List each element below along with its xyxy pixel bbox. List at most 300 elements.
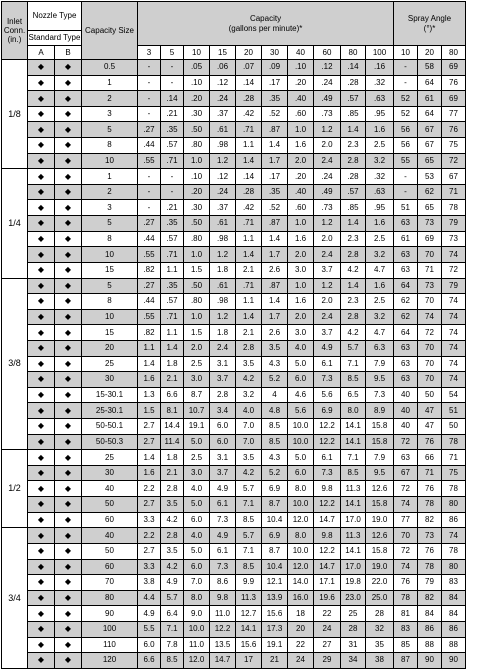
flow-cell: 3.8: [138, 575, 161, 591]
flow-cell: 1.4: [236, 309, 262, 325]
flow-cell: 4.0: [236, 403, 262, 419]
flow-cell: 7.1: [341, 450, 366, 466]
angle-cell: 64: [394, 325, 418, 341]
flow-cell: .87: [262, 216, 288, 232]
flow-cell: 2.5: [184, 450, 210, 466]
nozzle-type-header: Nozzle Type: [28, 2, 82, 31]
flow-cell: 15.6: [262, 606, 288, 622]
flow-cell: -: [138, 169, 161, 185]
table-row: [2, 75, 466, 91]
type-a-diamond-icon: ◆: [28, 637, 55, 653]
type-b-diamond-icon: ◆: [55, 216, 82, 232]
angle-cell: 56: [394, 122, 418, 138]
flow-cell: 1.2: [210, 247, 236, 263]
flow-cell: 6.0: [138, 637, 161, 653]
flow-cell: 6.1: [314, 450, 341, 466]
flow-cell: 17.1: [314, 575, 341, 591]
flow-cell: .95: [366, 200, 394, 216]
flow-cell: .17: [262, 75, 288, 91]
flow-cell: 1.0: [184, 247, 210, 263]
type-a-diamond-icon: ◆: [28, 372, 55, 388]
flow-cell: 19.0: [366, 512, 394, 528]
flow-cell: .73: [314, 106, 341, 122]
table-row: [2, 278, 466, 294]
type-b-diamond-icon: ◆: [55, 497, 82, 513]
table-row: [2, 138, 466, 154]
flow-cell: 19.1: [184, 419, 210, 435]
flow-cell: 17.0: [341, 512, 366, 528]
flow-cell: 1.6: [288, 294, 314, 310]
flow-cell: 1.1: [236, 231, 262, 247]
angle-cell: 87: [394, 653, 418, 669]
table-row: [2, 60, 466, 76]
flow-col-header: 5: [161, 46, 184, 60]
flow-cell: 4.2: [161, 512, 184, 528]
flow-cell: .24: [314, 75, 341, 91]
flow-cell: .71: [236, 278, 262, 294]
angle-cell: 74: [442, 309, 466, 325]
flow-cell: .40: [288, 184, 314, 200]
flow-cell: .14: [161, 91, 184, 107]
angle-cell: 63: [394, 450, 418, 466]
type-a-diamond-icon: ◆: [28, 403, 55, 419]
flow-cell: 19.1: [262, 637, 288, 653]
flow-cell: -: [138, 106, 161, 122]
flow-cell: .20: [184, 91, 210, 107]
flow-cell: .35: [262, 91, 288, 107]
flow-cell: 1.0: [184, 153, 210, 169]
flow-cell: 8.7: [262, 497, 288, 513]
angle-cell: 56: [394, 138, 418, 154]
angle-cell: 83: [394, 621, 418, 637]
flow-cell: 11.3: [236, 590, 262, 606]
flow-cell: 4.0: [184, 481, 210, 497]
angle-cell: 88: [442, 637, 466, 653]
flow-cell: .21: [161, 106, 184, 122]
type-a-diamond-icon: ◆: [28, 106, 55, 122]
angle-cell: 72: [418, 325, 442, 341]
type-a-diamond-icon: ◆: [28, 309, 55, 325]
flow-cell: .30: [184, 200, 210, 216]
inlet-group-label: 1/2: [2, 450, 28, 528]
flow-cell: 5.7: [236, 481, 262, 497]
angle-cell: 78: [442, 200, 466, 216]
flow-cell: 8.5: [236, 559, 262, 575]
flow-cell: .50: [184, 216, 210, 232]
flow-cell: 2.4: [210, 340, 236, 356]
angle-cell: 75: [442, 138, 466, 154]
flow-cell: 28: [341, 621, 366, 637]
flow-cell: .14: [236, 169, 262, 185]
capacity-size-cell: 25: [82, 450, 138, 466]
flow-cell: 4.0: [288, 340, 314, 356]
flow-cell: 3.5: [236, 450, 262, 466]
flow-cell: 1.4: [341, 278, 366, 294]
flow-cell: 7.9: [366, 450, 394, 466]
type-a-diamond-icon: ◆: [28, 481, 55, 497]
type-a-diamond-icon: ◆: [28, 419, 55, 435]
angle-cell: 72: [394, 481, 418, 497]
flow-cell: .28: [341, 169, 366, 185]
type-b-diamond-icon: ◆: [55, 621, 82, 637]
angle-cell: 72: [394, 543, 418, 559]
capacity-size-cell: 50: [82, 543, 138, 559]
flow-cell: 12.0: [288, 512, 314, 528]
type-b-diamond-icon: ◆: [55, 75, 82, 91]
flow-cell: -: [138, 200, 161, 216]
capacity-size-cell: 50: [82, 497, 138, 513]
capacity-size-cell: 8: [82, 294, 138, 310]
flow-cell: 4.9: [210, 528, 236, 544]
angle-cell: 51: [442, 403, 466, 419]
flow-cell: 9.5: [366, 372, 394, 388]
type-b-diamond-icon: ◆: [55, 169, 82, 185]
angle-cell: 67: [394, 465, 418, 481]
flow-cell: 1.1: [138, 340, 161, 356]
flow-cell: 10.0: [288, 543, 314, 559]
type-b-diamond-icon: ◆: [55, 590, 82, 606]
flow-cell: .05: [184, 60, 210, 76]
flow-cell: -: [138, 60, 161, 76]
flow-cell: 4.2: [341, 262, 366, 278]
type-b-diamond-icon: ◆: [55, 231, 82, 247]
flow-cell: .82: [138, 325, 161, 341]
flow-cell: .49: [314, 184, 341, 200]
type-b-diamond-icon: ◆: [55, 450, 82, 466]
flow-cell: 1.4: [341, 122, 366, 138]
capacity-table: [1, 1, 466, 669]
angle-cell: 70: [418, 356, 442, 372]
flow-cell: .14: [236, 75, 262, 91]
flow-cell: .44: [138, 231, 161, 247]
flow-cell: .73: [314, 200, 341, 216]
angle-cell: 72: [442, 262, 466, 278]
flow-cell: 20: [288, 621, 314, 637]
type-b-diamond-icon: ◆: [55, 309, 82, 325]
flow-cell: .71: [161, 153, 184, 169]
flow-cell: 3.2: [366, 247, 394, 263]
flow-cell: 2.7: [138, 434, 161, 450]
flow-cell: .17: [262, 169, 288, 185]
flow-cell: 2.4: [314, 247, 341, 263]
inlet-header: Inlet Conn. (in.): [2, 2, 28, 60]
flow-cell: 6.1: [314, 356, 341, 372]
flow-cell: 2.6: [262, 262, 288, 278]
angle-cell: 63: [394, 262, 418, 278]
flow-cell: 6.0: [210, 419, 236, 435]
flow-cell: .44: [138, 294, 161, 310]
table-row: [2, 637, 466, 653]
flow-cell: 1.1: [236, 138, 262, 154]
type-b-diamond-icon: ◆: [55, 419, 82, 435]
type-a-diamond-icon: ◆: [28, 262, 55, 278]
flow-cell: 5.6: [314, 387, 341, 403]
flow-cell: .10: [288, 60, 314, 76]
flow-cell: 1.2: [314, 278, 341, 294]
flow-cell: 1.4: [161, 340, 184, 356]
flow-cell: 4.9: [210, 481, 236, 497]
angle-cell: -: [394, 169, 418, 185]
flow-cell: -: [161, 75, 184, 91]
table-row: [2, 419, 466, 435]
flow-cell: 6.0: [184, 559, 210, 575]
type-b-diamond-icon: ◆: [55, 247, 82, 263]
type-a-diamond-icon: ◆: [28, 169, 55, 185]
flow-cell: 1.4: [341, 216, 366, 232]
flow-cell: .35: [161, 278, 184, 294]
flow-cell: .20: [288, 75, 314, 91]
type-b-diamond-icon: ◆: [55, 200, 82, 216]
table-row: [2, 450, 466, 466]
flow-cell: 7.0: [236, 434, 262, 450]
flow-cell: -: [138, 75, 161, 91]
type-b-diamond-icon: ◆: [55, 262, 82, 278]
flow-col-header: 40: [288, 46, 314, 60]
capacity-size-cell: 3: [82, 200, 138, 216]
table-row: [2, 247, 466, 263]
flow-cell: 14.7: [314, 559, 341, 575]
angle-cell: 53: [418, 169, 442, 185]
flow-cell: 14.0: [288, 575, 314, 591]
flow-cell: .24: [314, 169, 341, 185]
type-b-diamond-icon: ◆: [55, 559, 82, 575]
flow-cell: 8.1: [161, 403, 184, 419]
capacity-size-cell: 50-50.1: [82, 419, 138, 435]
flow-cell: 2.4: [314, 309, 341, 325]
flow-cell: 8.7: [184, 387, 210, 403]
flow-cell: 1.6: [366, 122, 394, 138]
flow-cell: 2.0: [314, 231, 341, 247]
flow-cell: 4.2: [236, 372, 262, 388]
angle-cell: 72: [442, 153, 466, 169]
flow-cell: 14.1: [341, 497, 366, 513]
capacity-size-cell: 10: [82, 247, 138, 263]
flow-cell: .35: [161, 122, 184, 138]
flow-cell: .52: [262, 106, 288, 122]
flow-cell: .27: [138, 216, 161, 232]
flow-cell: .12: [210, 75, 236, 91]
angle-cell: 67: [442, 169, 466, 185]
flow-cell: 1.6: [366, 278, 394, 294]
angle-cell: 74: [394, 559, 418, 575]
capacity-header: [138, 2, 394, 46]
flow-cell: 1.4: [236, 247, 262, 263]
angle-cell: 67: [418, 122, 442, 138]
flow-cell: 2.8: [341, 153, 366, 169]
flow-cell: .95: [366, 106, 394, 122]
type-a-diamond-icon: ◆: [28, 278, 55, 294]
angle-cell: 76: [418, 543, 442, 559]
flow-cell: 19.8: [341, 575, 366, 591]
type-b-diamond-icon: ◆: [55, 481, 82, 497]
angle-cell: 52: [394, 106, 418, 122]
flow-cell: 12.0: [184, 653, 210, 669]
capacity-size-cell: 50-50.3: [82, 434, 138, 450]
flow-cell: 8.5: [341, 465, 366, 481]
flow-cell: 8.5: [262, 419, 288, 435]
flow-cell: 5.0: [184, 543, 210, 559]
flow-cell: .63: [366, 184, 394, 200]
type-a-diamond-icon: ◆: [28, 216, 55, 232]
flow-col-header: 80: [341, 46, 366, 60]
flow-cell: 19.0: [366, 559, 394, 575]
type-a-diamond-icon: ◆: [28, 356, 55, 372]
flow-cell: 10.4: [262, 559, 288, 575]
angle-cell: 40: [394, 403, 418, 419]
angle-cell: 70: [418, 247, 442, 263]
capacity-size-cell: 40: [82, 528, 138, 544]
angle-cell: 82: [418, 512, 442, 528]
flow-cell: .42: [236, 106, 262, 122]
capacity-size-cell: 0.5: [82, 60, 138, 76]
flow-cell: 7.1: [161, 621, 184, 637]
flow-cell: .27: [138, 122, 161, 138]
flow-cell: 22: [288, 637, 314, 653]
type-b-diamond-icon: ◆: [55, 465, 82, 481]
flow-cell: .87: [262, 278, 288, 294]
flow-cell: 15.8: [366, 543, 394, 559]
flow-cell: .28: [341, 75, 366, 91]
flow-cell: 2.1: [161, 465, 184, 481]
angle-cell: 75: [442, 465, 466, 481]
flow-cell: 2.3: [341, 138, 366, 154]
flow-cell: 6.3: [366, 340, 394, 356]
type-a-diamond-icon: ◆: [28, 559, 55, 575]
angle-cell: 62: [418, 184, 442, 200]
flow-cell: 12.0: [288, 559, 314, 575]
flow-cell: .32: [366, 169, 394, 185]
flow-cell: 1.0: [288, 278, 314, 294]
flow-cell: .28: [236, 91, 262, 107]
type-b-diamond-icon: ◆: [55, 60, 82, 76]
capacity-size-cell: 8: [82, 138, 138, 154]
flow-cell: 3.3: [138, 559, 161, 575]
table-row: [2, 340, 466, 356]
angle-cell: 69: [442, 91, 466, 107]
flow-cell: .71: [161, 309, 184, 325]
flow-cell: 34: [341, 653, 366, 669]
capacity-size-cell: 100: [82, 621, 138, 637]
table-row: [2, 606, 466, 622]
angle-cell: 50: [442, 419, 466, 435]
flow-cell: 1.2: [210, 309, 236, 325]
flow-cell: 5.0: [288, 356, 314, 372]
type-a-diamond-icon: ◆: [28, 543, 55, 559]
angle-cell: 47: [418, 403, 442, 419]
flow-cell: 14.4: [161, 419, 184, 435]
angle-cell: 52: [394, 91, 418, 107]
flow-cell: 1.5: [184, 262, 210, 278]
flow-cell: 4.6: [288, 387, 314, 403]
angle-cell: 86: [442, 621, 466, 637]
angle-cell: 90: [442, 653, 466, 669]
type-b-diamond-icon: ◆: [55, 138, 82, 154]
capacity-size-cell: 40: [82, 481, 138, 497]
flow-cell: 3.7: [210, 372, 236, 388]
flow-cell: 3.7: [314, 262, 341, 278]
capacity-size-cell: 90: [82, 606, 138, 622]
flow-cell: 1.8: [161, 450, 184, 466]
flow-cell: 14.1: [341, 419, 366, 435]
capacity-size-header: Capacity Size: [82, 2, 138, 60]
angle-cell: 79: [442, 216, 466, 232]
flow-cell: 1.5: [138, 403, 161, 419]
flow-cell: 2.5: [184, 356, 210, 372]
flow-col-header: 15: [210, 46, 236, 60]
flow-cell: 6.9: [262, 481, 288, 497]
flow-cell: .71: [161, 247, 184, 263]
flow-cell: -: [161, 60, 184, 76]
flow-cell: 1.0: [184, 309, 210, 325]
angle-cell: 70: [418, 294, 442, 310]
flow-cell: 2.0: [288, 247, 314, 263]
flow-cell: .61: [210, 278, 236, 294]
flow-cell: 10.4: [262, 512, 288, 528]
table-row: [2, 309, 466, 325]
flow-cell: 9.8: [314, 481, 341, 497]
flow-cell: 1.8: [210, 262, 236, 278]
flow-cell: 11.4: [161, 434, 184, 450]
flow-cell: 4.4: [138, 590, 161, 606]
flow-cell: 22.0: [366, 575, 394, 591]
flow-cell: 8.5: [236, 512, 262, 528]
flow-cell: .27: [138, 278, 161, 294]
table-row: [2, 481, 466, 497]
flow-cell: 4.7: [366, 325, 394, 341]
table-row: [2, 262, 466, 278]
table-row: [2, 216, 466, 232]
type-b-diamond-icon: ◆: [55, 340, 82, 356]
flow-cell: 6.4: [161, 606, 184, 622]
flow-cell: 18: [288, 606, 314, 622]
type-b-diamond-icon: ◆: [55, 512, 82, 528]
flow-cell: 1.4: [138, 450, 161, 466]
type-a-diamond-icon: ◆: [28, 294, 55, 310]
angle-cell: 74: [442, 247, 466, 263]
angle-cell: 78: [442, 434, 466, 450]
type-b-diamond-icon: ◆: [55, 356, 82, 372]
table-body: [2, 60, 466, 669]
flow-cell: 3.0: [184, 465, 210, 481]
flow-cell: 7.0: [184, 575, 210, 591]
flow-cell: 4.7: [366, 262, 394, 278]
type-a-diamond-icon: ◆: [28, 153, 55, 169]
flow-cell: 2.8: [236, 340, 262, 356]
flow-cell: 1.7: [262, 309, 288, 325]
angle-cell: 76: [442, 75, 466, 91]
flow-cell: 1.4: [262, 138, 288, 154]
angle-cell: 84: [442, 606, 466, 622]
type-a-diamond-icon: ◆: [28, 340, 55, 356]
flow-cell: .57: [341, 184, 366, 200]
angle-cell: -: [394, 184, 418, 200]
angle-cell: 40: [394, 387, 418, 403]
angle-cell: 74: [442, 340, 466, 356]
flow-cell: .49: [314, 91, 341, 107]
angle-cell: 77: [442, 106, 466, 122]
flow-cell: 1.0: [288, 122, 314, 138]
flow-cell: 2.3: [341, 231, 366, 247]
flow-cell: 15.8: [366, 419, 394, 435]
table-row: [2, 153, 466, 169]
flow-cell: 5.6: [288, 403, 314, 419]
flow-cell: 7.8: [161, 637, 184, 653]
angle-cell: 76: [418, 434, 442, 450]
flow-cell: 22: [314, 606, 341, 622]
flow-cell: 4.9: [138, 606, 161, 622]
flow-cell: 15.6: [236, 637, 262, 653]
angle-col-header: 20: [418, 46, 442, 60]
